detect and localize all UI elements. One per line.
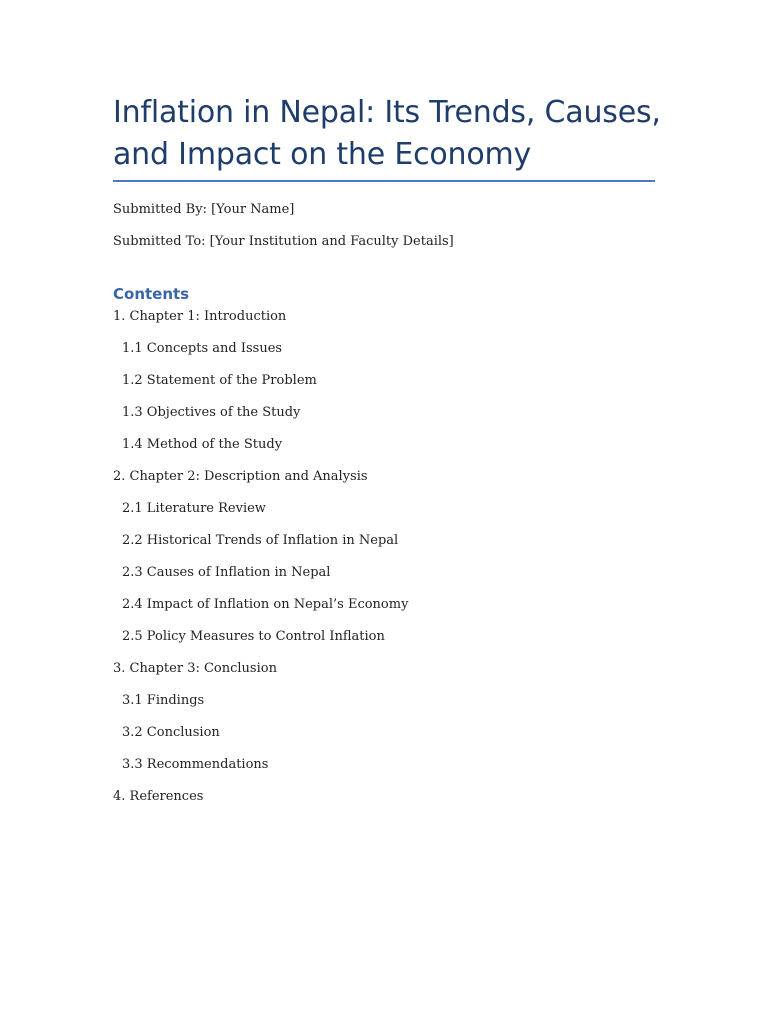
toc-subsection-item: 3.2 Conclusion xyxy=(122,725,220,740)
toc-subsection-item: 2.3 Causes of Inflation in Nepal xyxy=(122,565,331,580)
toc-subsection-item: 2.4 Impact of Inflation on Nepal’s Economy xyxy=(122,597,409,612)
contents-heading: Contents xyxy=(113,285,190,303)
toc-subsection-item: 2.1 Literature Review xyxy=(122,501,266,516)
toc-subsection-item: 1.3 Objectives of the Study xyxy=(122,405,301,420)
submitted-by: Submitted By: [Your Name] xyxy=(113,202,295,217)
title-underline xyxy=(113,180,655,182)
toc-subsection-item: 3.1 Findings xyxy=(122,693,205,708)
toc-chapter-item: 4. References xyxy=(113,789,204,804)
toc-subsection-item: 1.2 Statement of the Problem xyxy=(122,373,317,388)
toc-chapter-item: 2. Chapter 2: Description and Analysis xyxy=(113,469,368,484)
toc-chapter-item: 1. Chapter 1: Introduction xyxy=(113,309,287,324)
document-title: Inflation in Nepal: Its Trends, Causes, and Impact on the Economy xyxy=(113,95,661,172)
toc-subsection-item: 3.3 Recommendations xyxy=(122,757,269,772)
toc-subsection-item: 2.5 Policy Measures to Control Inflation xyxy=(122,629,385,644)
submitted-to: Submitted To: [Your Institution and Faculty Details] xyxy=(113,234,454,249)
table-of-contents xyxy=(113,308,408,820)
toc-subsection-item: 1.4 Method of the Study xyxy=(122,437,283,452)
toc-subsection-item: 1.1 Concepts and Issues xyxy=(122,341,283,356)
toc-subsection-item: 2.2 Historical Trends of Inflation in Nepal xyxy=(122,533,399,548)
toc-chapter-item: 3. Chapter 3: Conclusion xyxy=(113,661,277,676)
